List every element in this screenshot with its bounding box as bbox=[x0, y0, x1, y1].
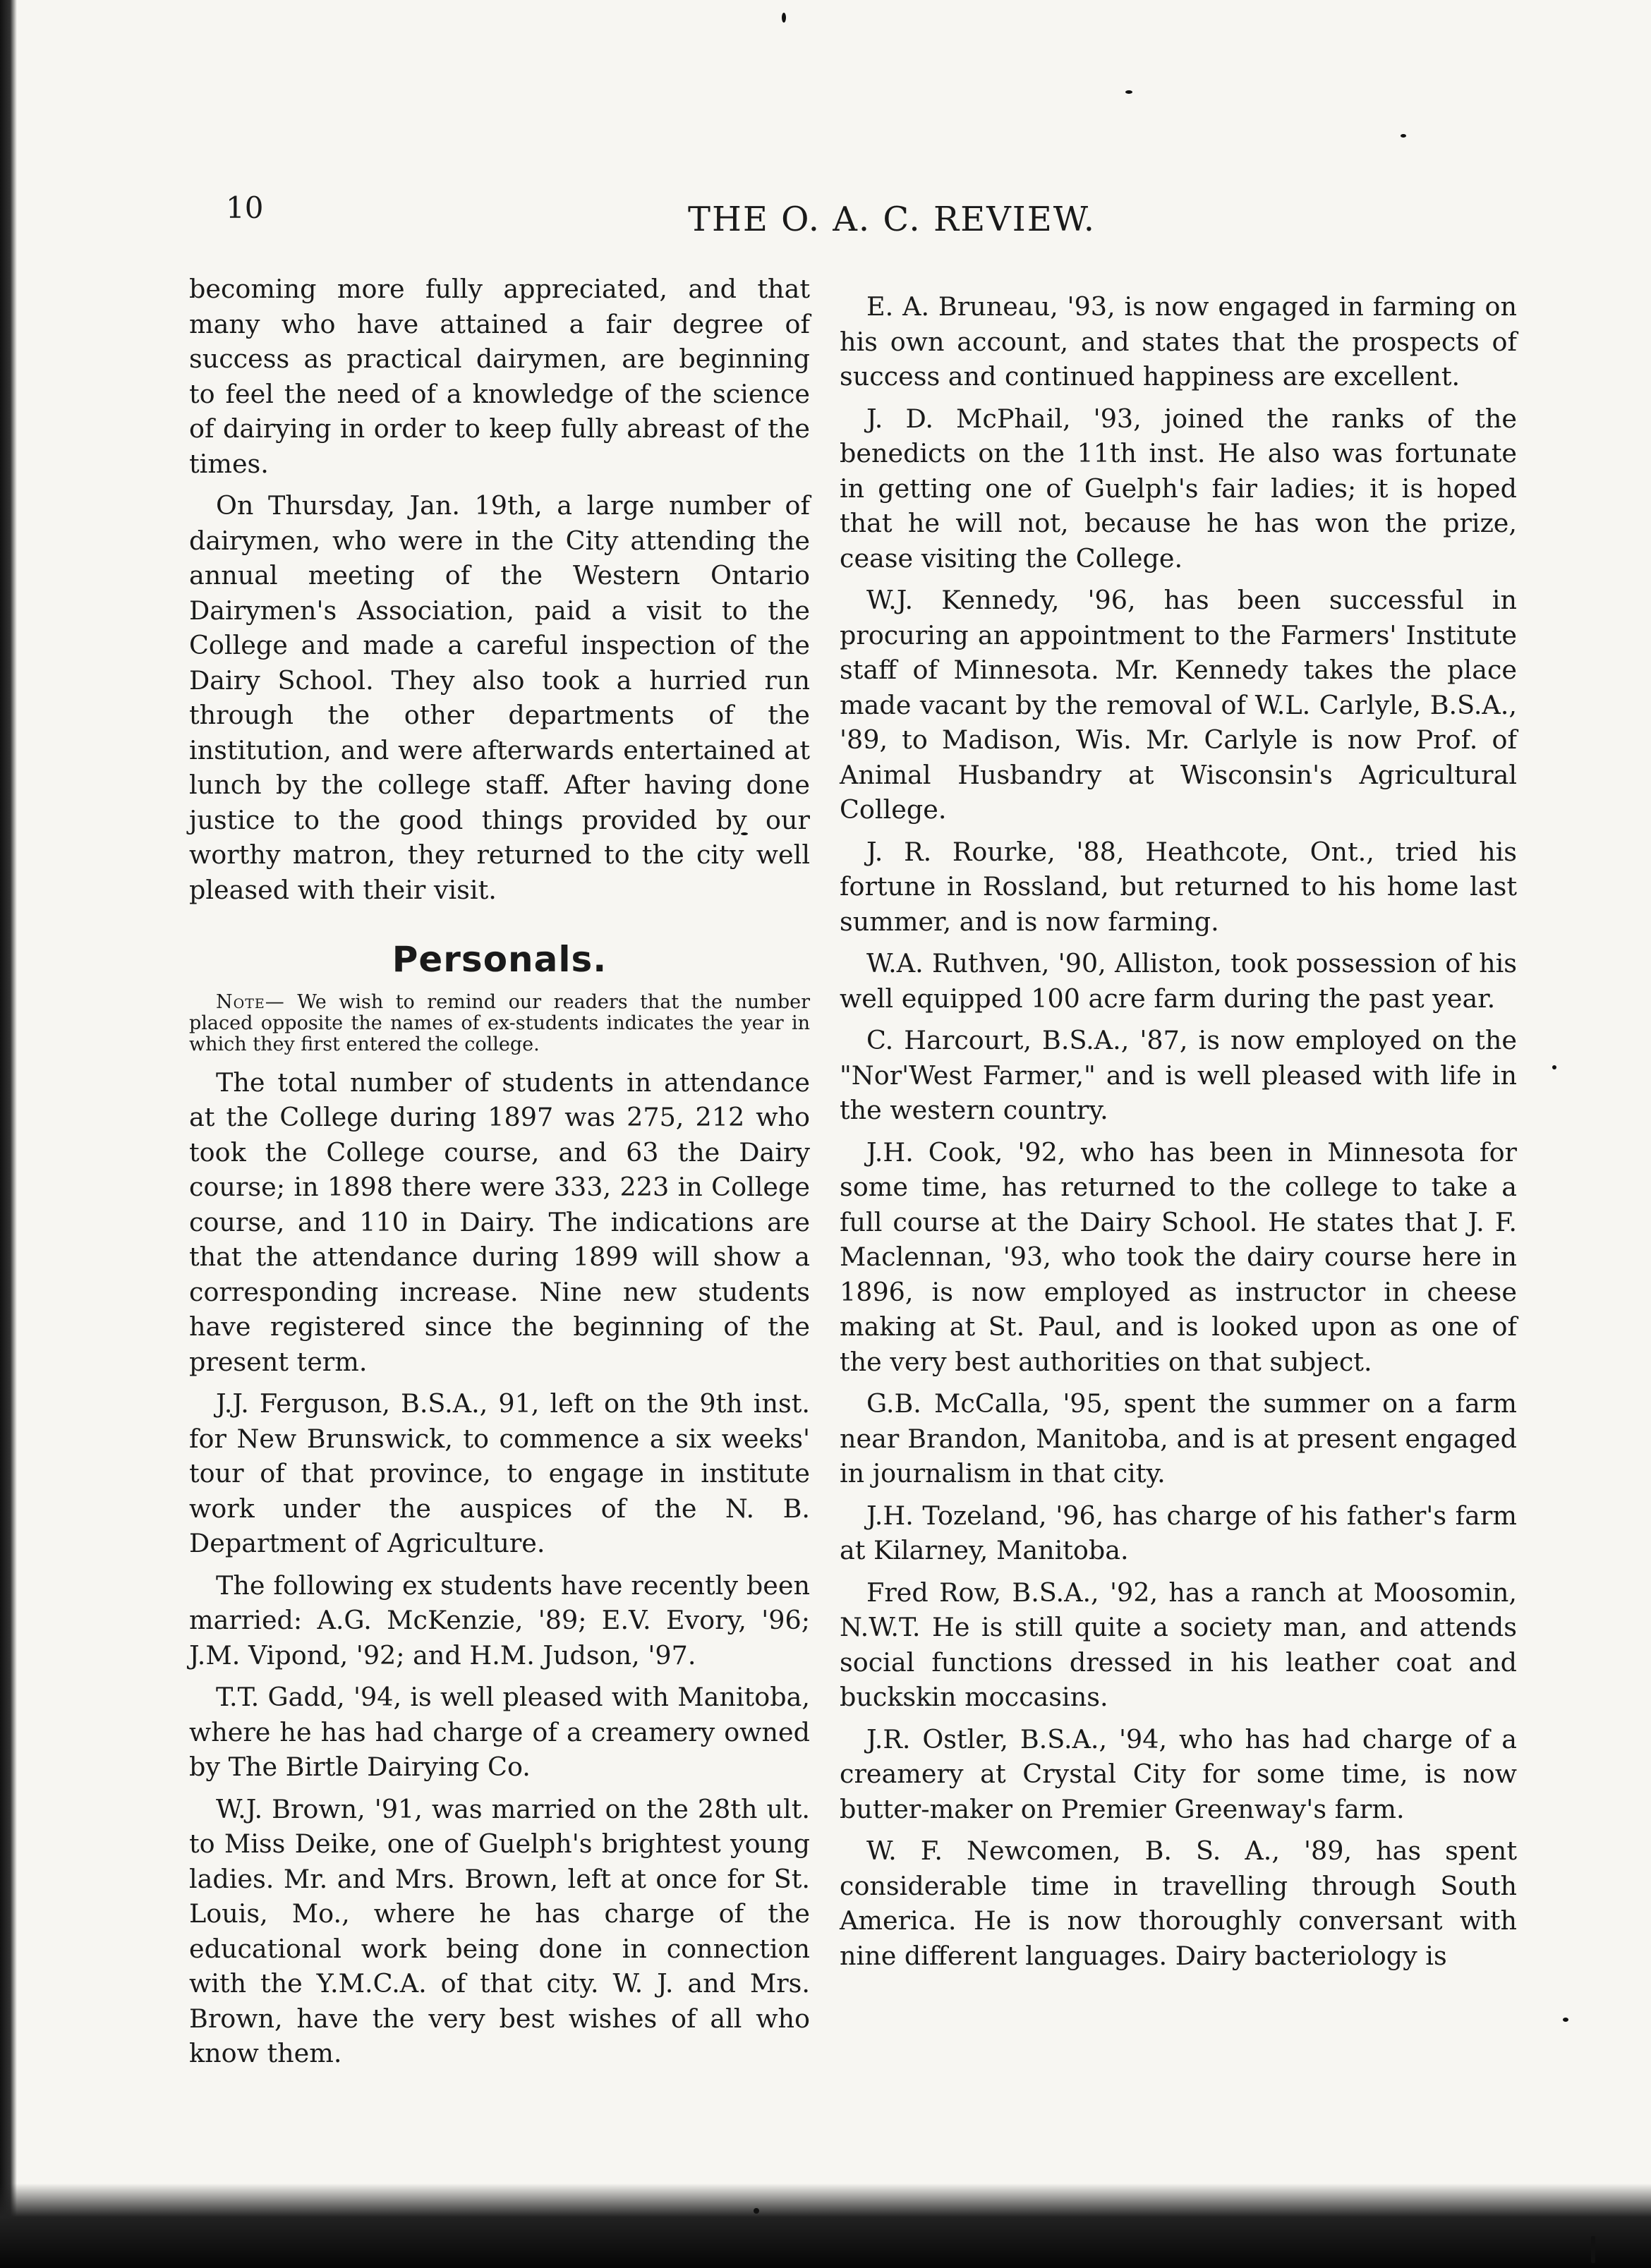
personal-item: W. F. Newcomen, B. S. A., '89, has spent considerable time in travelling through South America. He is now thoroughly conversant with nine different languages. Dairy bacteriology is bbox=[840, 1836, 1517, 1971]
scan-speck bbox=[1552, 1065, 1556, 1069]
personal-item: Fred Row, B.S.A., '92, has a ranch at Moosomin, N.W.T. He is still quite a society man, and attends social functions dressed in his leather coat and buckskin moccasins. bbox=[840, 1577, 1517, 1712]
personal-item: C. Harcourt, B.S.A., '87, is now employed on the "Nor'West Farmer," and is well pleased with life in the western country. bbox=[840, 1025, 1517, 1125]
personal-item: J.H. Cook, '92, who has been in Minnesota for some time, has returned to the college to take a full course at the Dairy School. He states that J. F. Maclennan, '93, who took the dairy course here in 1896, is now employed as instructor in cheese making at St. Paul, and is looked upon as one of the very best authorities on that subject. bbox=[840, 1136, 1517, 1377]
scan-speck bbox=[1591, 2236, 1595, 2263]
scan-speck bbox=[754, 2208, 759, 2214]
scan-speck bbox=[1401, 134, 1406, 138]
personal-item: J. D. McPhail, '93, joined the ranks of the benedicts on the 11th inst. He also was fortunate in getting one of Guelph's fair ladies; it is hoped that he will not, because he has won the prize, cease visiting the College. bbox=[840, 403, 1517, 574]
personal-item: W.A. Ruthven, '90, Alliston, took possession of his well equipped 100 acre farm during the past year. bbox=[840, 948, 1517, 1014]
personal-item: J. R. Rourke, '88, Heathcote, Ont., tried his fortune in Rossland, but returned to his home last summer, and is now farming. bbox=[840, 836, 1517, 937]
personal-item: The total number of students in attendance at the College during 1897 was 275, 212 who took the College course, and 63 the Dairy course; in 1898 there were 333, 223 in College course, and 110 in Dairy. The indications are that the attendance during 1899 will show a corresponding increase. Nine new students have registered since the beginning of the present term. bbox=[189, 1067, 810, 1377]
personal-item: J.R. Ostler, B.S.A., '94, who has had charge of a creamery at Crystal City for some time, is now butter-maker on Premier Greenway's farm. bbox=[840, 1723, 1517, 1824]
note-label: Note— bbox=[216, 990, 285, 1013]
running-title: THE O. A. C. REVIEW. bbox=[688, 200, 1096, 239]
left-column bbox=[189, 272, 810, 2078]
scan-shadow-bottom bbox=[0, 2183, 1651, 2268]
personal-item: W.J. Brown, '91, was married on the 28th ult. to Miss Deike, one of Guelph's brightest young ladies. Mr. and Mrs. Brown, left at once for St. Louis, Mo., where he has charge of the educational work being done in connection with the Y.M.C.A. of that city. W. J. and Mrs. Brown, have the very best wishes of all who know them. bbox=[189, 1793, 810, 2068]
editor-note bbox=[189, 992, 810, 1055]
scan-shadow-left bbox=[0, 0, 17, 2268]
personal-item: G.B. McCalla, '95, spent the summer on a farm near Brandon, Manitoba, and is at present engaged in journalism in that city. bbox=[840, 1388, 1517, 1488]
personal-item: The following ex students have recently been married: A.G. McKenzie, '89; E.V. Evory, '96; J.M. Vipond, '92; and H.M. Judson, '97. bbox=[189, 1570, 810, 1670]
personal-item: W.J. Kennedy, '96, has been successful in procuring an appointment to the Farmers' Institute staff of Minnesota. Mr. Kennedy takes the place made vacant by the removal of W.L. Carlyle, B.S.A., '89, to Madison, Wis. Mr. Carlyle is now Prof. of Animal Husbandry at Wisconsin's Agricultural College. bbox=[840, 585, 1517, 825]
personal-item: J.H. Tozeland, '96, has charge of his father's farm at Kilarney, Manitoba. bbox=[840, 1500, 1517, 1565]
personal-item: J.J. Ferguson, B.S.A., 91, left on the 9th inst. for New Brunswick, to commence a six weeks' tour of that province, to engage in institute work under the auspices of the N. B. Department of Agriculture. bbox=[189, 1388, 810, 1558]
section-heading: Personals. bbox=[392, 939, 607, 980]
scan-speck bbox=[782, 13, 786, 23]
note-text: We wish to remind our readers that the number placed opposite the names of ex-students indicates the year in which they first entered the college. bbox=[189, 990, 810, 1055]
scan-speck bbox=[1563, 2018, 1568, 2022]
page-number: 10 bbox=[226, 190, 264, 225]
right-column bbox=[840, 289, 1517, 1980]
article-paragraph: On Thursday, Jan. 19th, a large number of dairymen, who were in the City attending the annual meeting of the Western Ontario Dairymen's Association, paid a visit to the College and made a careful inspection of the Dairy School. They also took a hurried run through the other departments of the institution, and were afterwards entertained at lunch by the college staff. After having done justice to the good things provided by our worthy matron, they returned to the city well pleased with their visit. bbox=[189, 490, 810, 905]
personal-item: E. A. Bruneau, '93, is now engaged in farming on his own account, and states that the prospects of success and continued happiness are excellent. bbox=[840, 291, 1517, 392]
article-paragraph: becoming more fully appreciated, and that many who have attained a fair degree of success as practical dairymen, are beginning to feel the need of a knowledge of the science of dairying in order to keep fully abreast of the times. bbox=[189, 274, 810, 479]
scan-speck bbox=[1125, 90, 1132, 94]
personal-item: T.T. Gadd, '94, is well pleased with Manitoba, where he has had charge of a creamery owned by The Birtle Dairying Co. bbox=[189, 1682, 810, 1782]
